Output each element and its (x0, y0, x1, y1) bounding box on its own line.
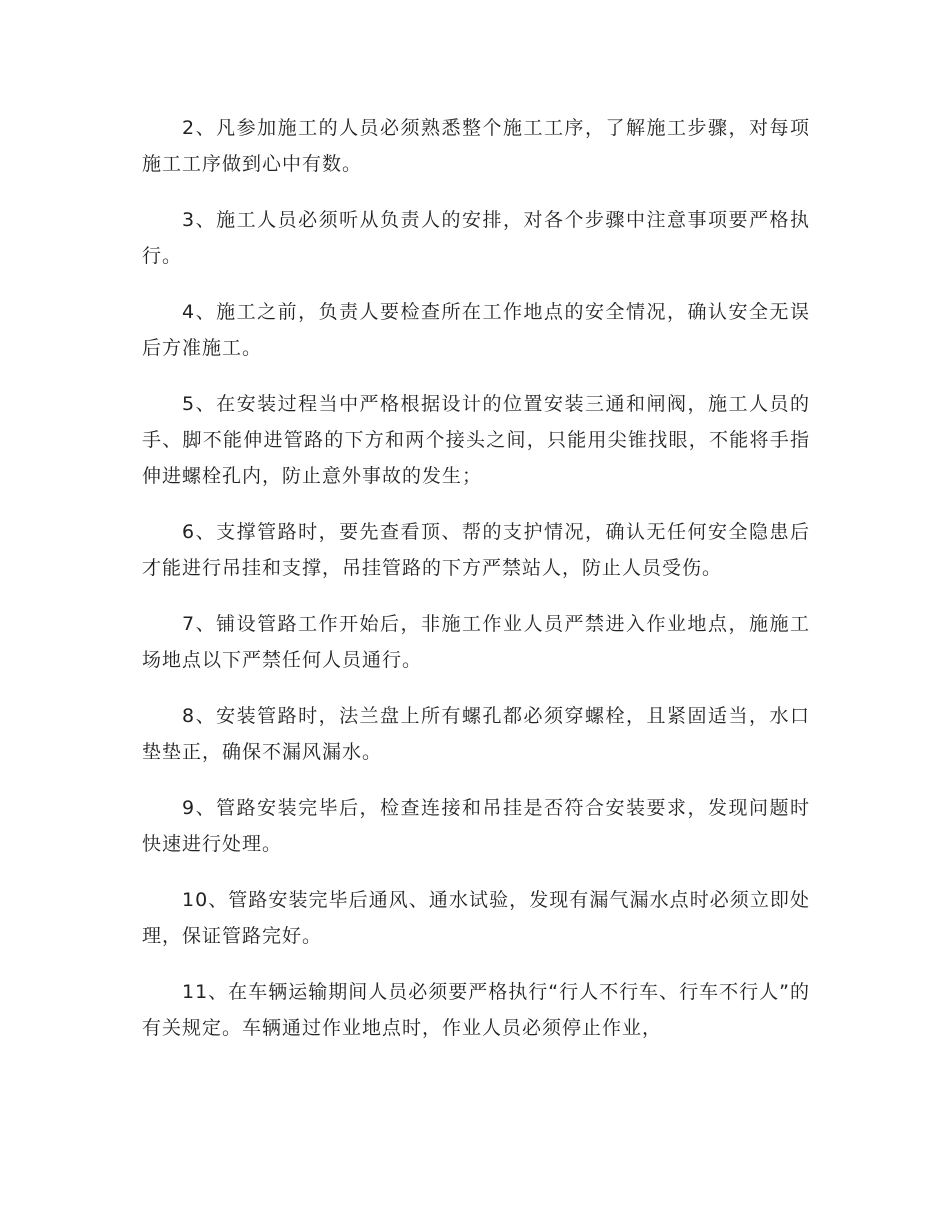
paragraph-item-6: 6、支撑管路时，要先查看顶、帮的支护情况，确认无任何安全隐患后才能进行吊挂和支撑，吊挂管路的下方严禁站人，防止人员受伤。 (142, 521, 810, 579)
document-body (142, 110, 810, 1066)
paragraph-item-9: 9、管路安装完毕后，检查连接和吊挂是否符合安装要求，发现问题时快速进行处理。 (142, 797, 810, 855)
paragraph-item-2: 2、凡参加施工的人员必须熟悉整个施工工序，了解施工步骤，对每项施工工序做到心中有数。 (142, 117, 810, 175)
paragraph-item-10: 10、管路安装完毕后通风、通水试验，发现有漏气漏水点时必须立即处理，保证管路完好。 (142, 889, 810, 947)
paragraph-item-8: 8、安装管路时，法兰盘上所有螺孔都必须穿螺栓，且紧固适当，水口垫垫正，确保不漏风漏水。 (142, 705, 810, 763)
paragraph-item-11: 11、在车辆运输期间人员必须要严格执行“行人不行车、行车不行人”的有关规定。车辆通过作业地点时，作业人员必须停止作业， (142, 981, 810, 1039)
paragraph-item-4: 4、施工之前，负责人要检查所在工作地点的安全情况，确认安全无误后方准施工。 (142, 301, 810, 359)
paragraph-item-7: 7、铺设管路工作开始后，非施工作业人员严禁进入作业地点，施施工场地点以下严禁任何人员通行。 (142, 613, 810, 671)
paragraph-item-5: 5、在安装过程当中严格根据设计的位置安装三通和闸阀，施工人员的手、脚不能伸进管路的下方和两个接头之间，只能用尖锥找眼，不能将手指伸进螺栓孔内，防止意外事故的发生； (142, 393, 810, 487)
paragraph-item-3: 3、施工人员必须听从负责人的安排，对各个步骤中注意事项要严格执行。 (142, 209, 810, 267)
